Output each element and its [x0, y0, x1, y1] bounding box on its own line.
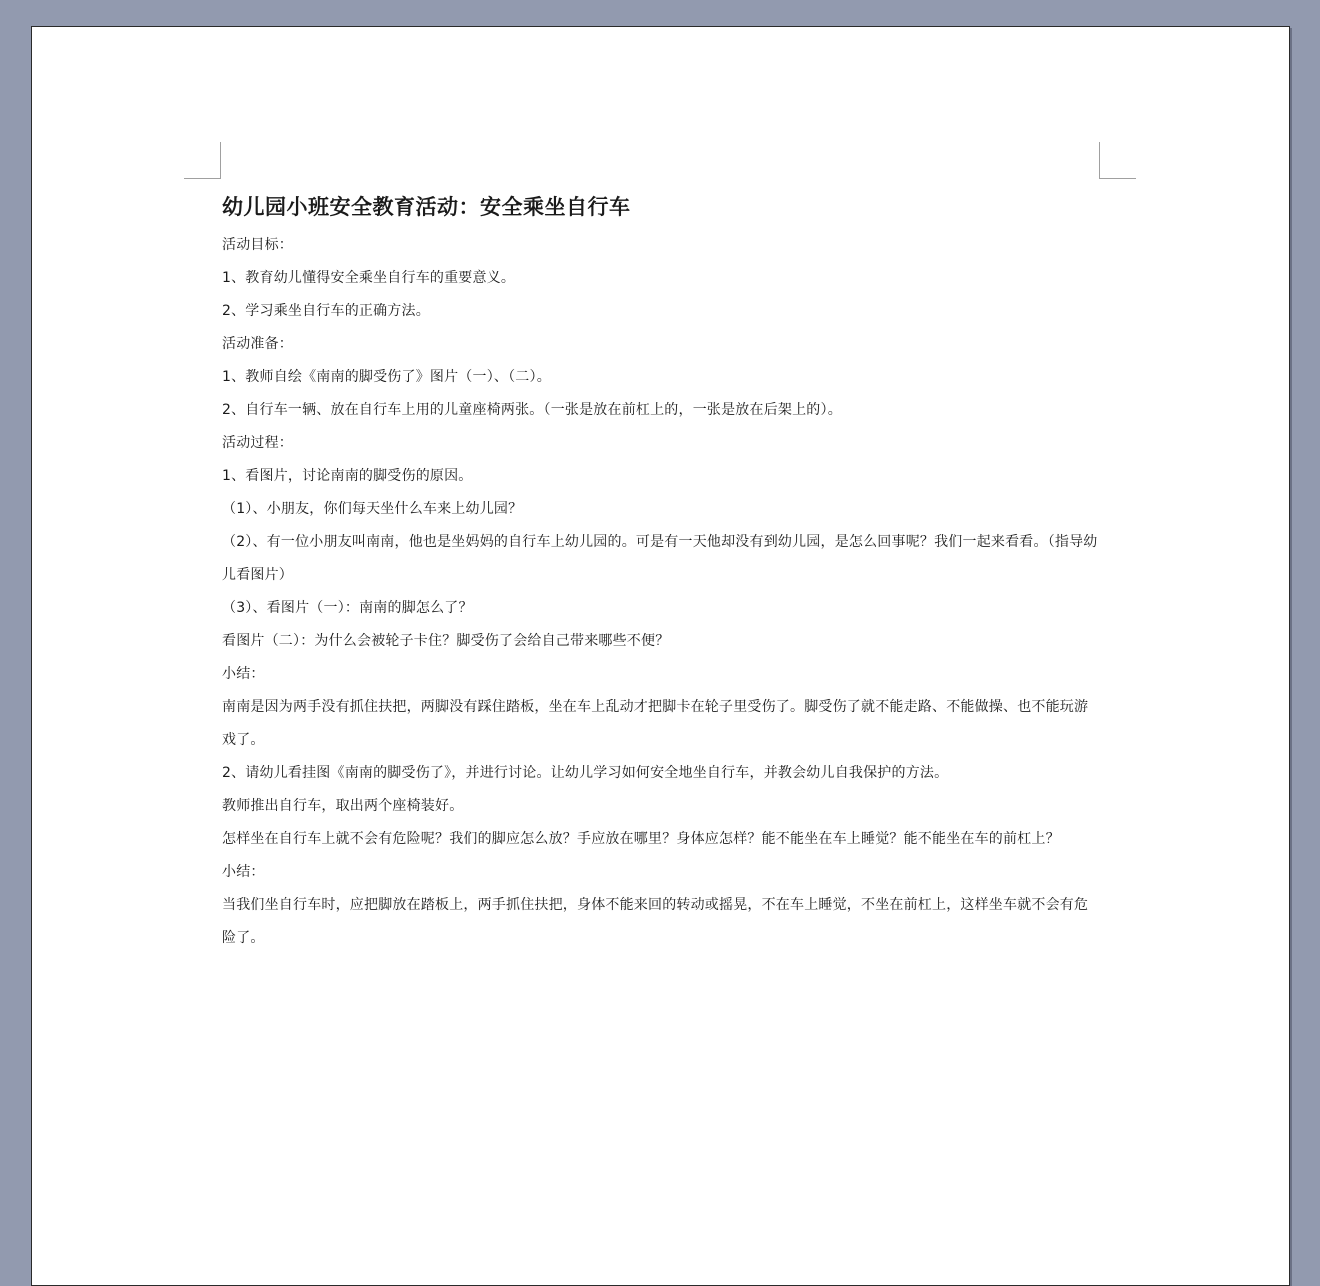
paragraph: 活动目标：	[222, 237, 293, 253]
paragraph: （1）、小朋友，你们每天坐什么车来上幼儿园？	[222, 501, 523, 517]
document-title: 幼儿园小班安全教育活动：安全乘坐自行车	[222, 194, 631, 219]
paragraph: （2）、有一位小朋友叫南南，他也是坐妈妈的自行车上幼儿园的。可是有一天他却没有到幼儿园，是怎么回事呢？我们一起来看看。（指导幼儿看图片）	[222, 534, 1098, 583]
paragraph: 2、自行车一辆、放在自行车上用的儿童座椅两张。（一张是放在前杠上的，一张是放在后架上的）。	[222, 402, 842, 418]
paragraph: 小结：	[222, 864, 265, 880]
paragraph: 小结：	[222, 666, 265, 682]
paragraph: 2、学习乘坐自行车的正确方法。	[222, 303, 430, 319]
paragraph: 活动准备：	[222, 336, 293, 352]
paragraph: 1、看图片，讨论南南的脚受伤的原因。	[222, 468, 473, 484]
paragraph: 教师推出自行车，取出两个座椅装好。	[222, 798, 464, 814]
paragraph: 南南是因为两手没有抓住扶把，两脚没有踩住踏板，坐在车上乱动才把脚卡在轮子里受伤了。脚受伤了就不能走路、不能做操、也不能玩游戏了。	[222, 699, 1089, 748]
paragraph: 当我们坐自行车时，应把脚放在踏板上，两手抓住扶把，身体不能来回的转动或摇晃，不在车上睡觉，不坐在前杠上，这样坐车就不会有危险了。	[222, 897, 1089, 946]
paragraph: 1、教育幼儿懂得安全乘坐自行车的重要意义。	[222, 270, 516, 286]
margin-corner-top-right	[1099, 142, 1136, 179]
paragraph: 2、请幼儿看挂图《南南的脚受伤了》，并进行讨论。让幼儿学习如何安全地坐自行车，并教会幼儿自我保护的方法。	[222, 765, 949, 781]
margin-corner-top-left	[184, 142, 221, 179]
document-body[interactable]	[222, 187, 1102, 955]
paragraph: 看图片（二）：为什么会被轮子卡住？脚受伤了会给自己带来哪些不便？	[222, 633, 670, 649]
paragraph: 怎样坐在自行车上就不会有危险呢？我们的脚应怎么放？手应放在哪里？身体应怎样？能不能坐在车上睡觉？能不能坐在车的前杠上？	[222, 831, 1060, 847]
document-page	[31, 26, 1290, 1286]
paragraph: （3）、看图片（一）：南南的脚怎么了？	[222, 600, 473, 616]
paragraph: 活动过程：	[222, 435, 293, 451]
paragraph: 1、教师自绘《南南的脚受伤了》图片（一）、（二）。	[222, 369, 551, 385]
